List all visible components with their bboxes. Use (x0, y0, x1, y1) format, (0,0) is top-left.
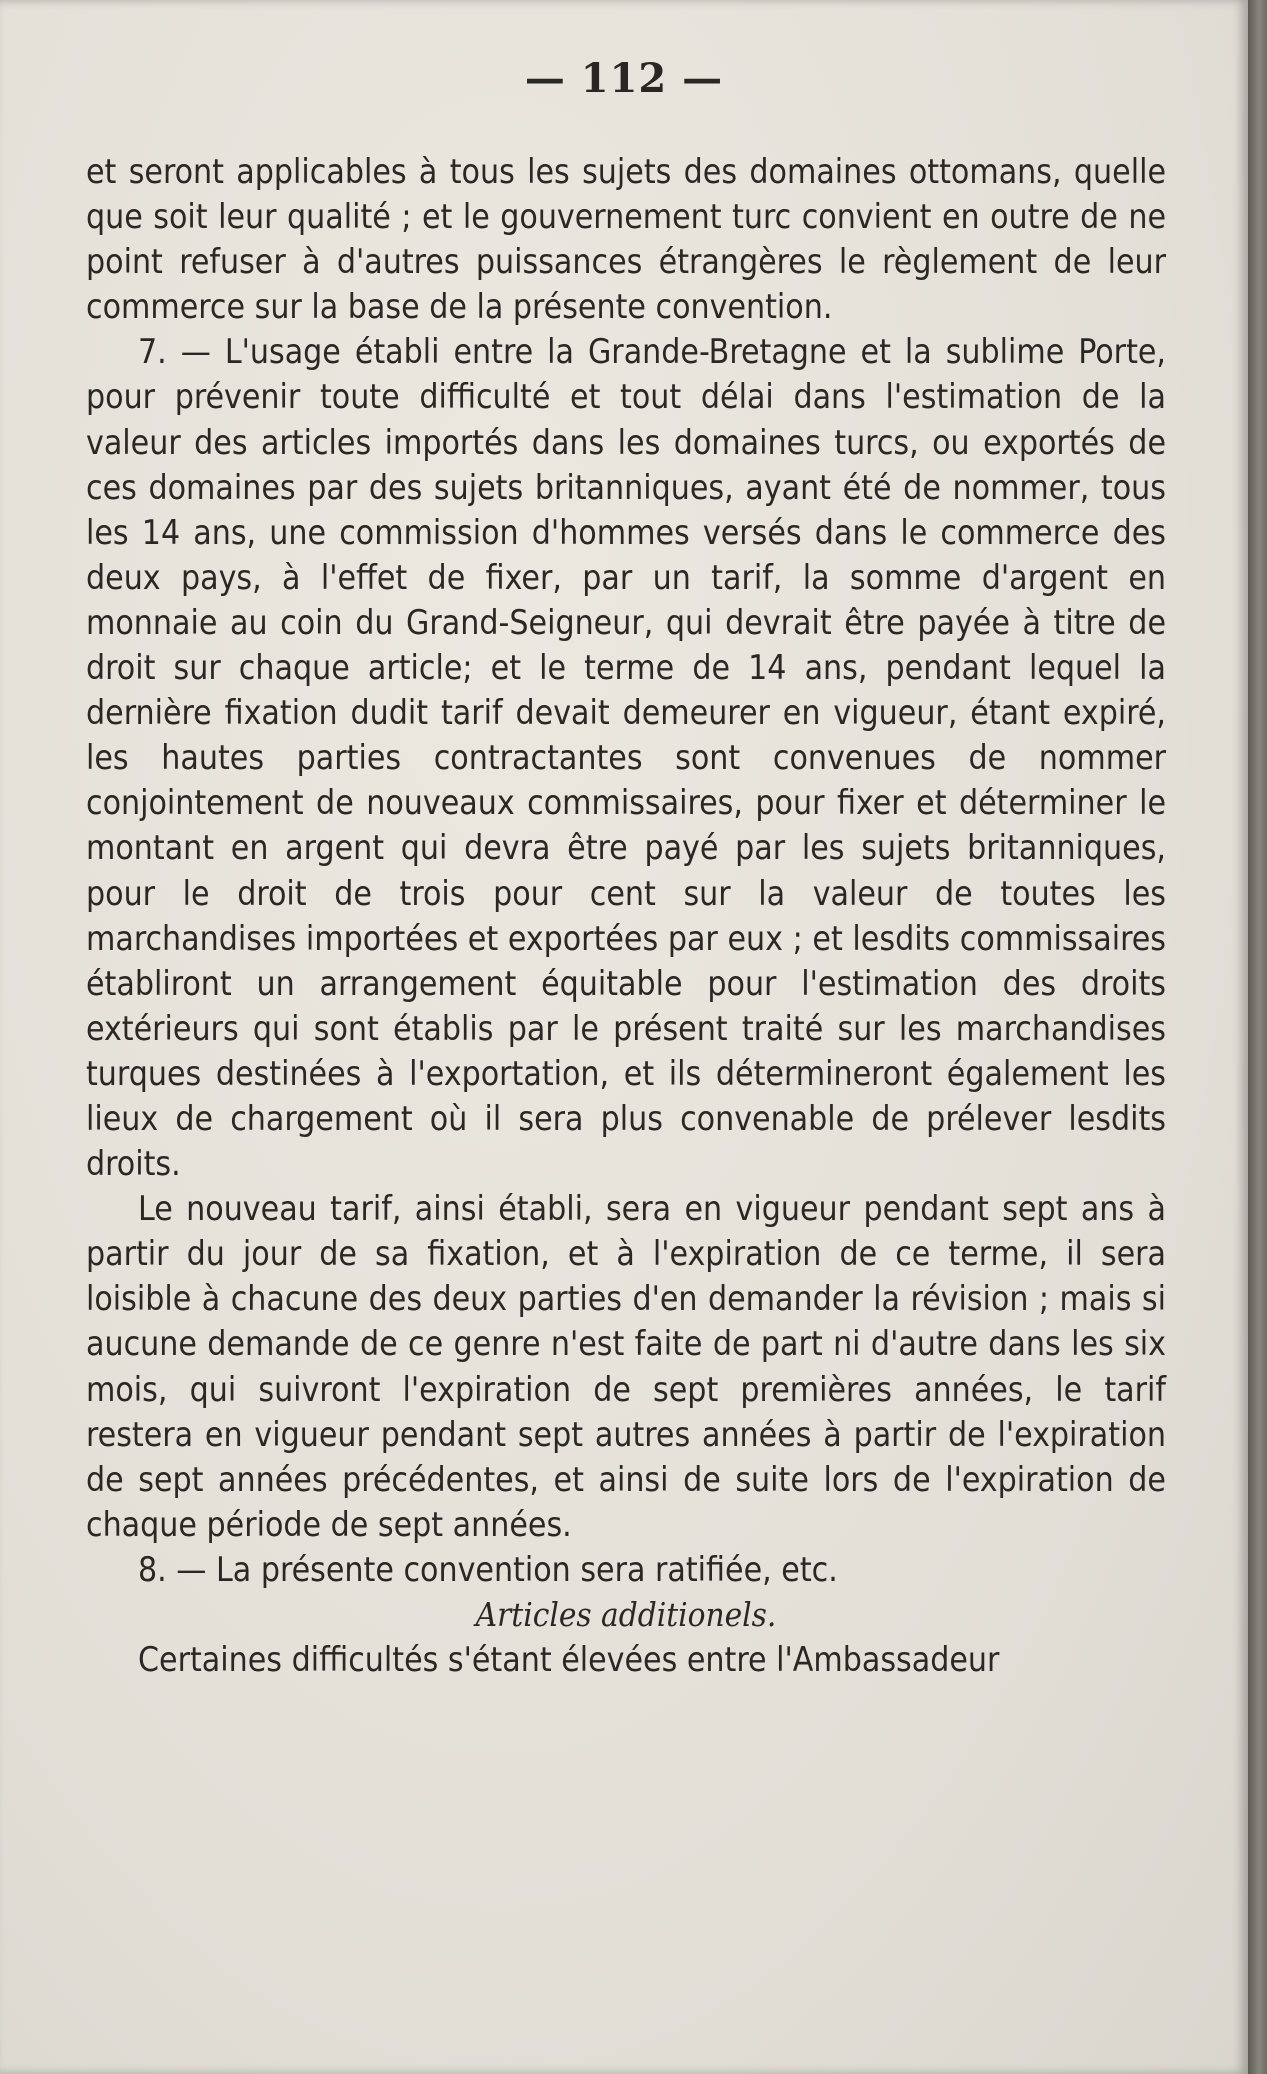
paragraph-article-7: 7. — L'usage établi entre la Grande-Bretagne et la sublime Porte, pour prévenir toute difficulté et tout délai dans l'estimation de la valeur des articles importés dans les domaines turcs, ou exportés de ces domaines par des sujets britanniques, ayant été de nommer, tous les 14 ans, une commission d'hommes versés dans le commerce des deux pays, à l'effet de fixer, par un tarif, la somme d'argent en monnaie au coin du Grand-Seigneur, qui devrait être payée à titre de droit sur chaque article; et le terme de 14 ans, pendant lequel la dernière fixation dudit tarif devait demeurer en vigueur, étant expiré, les hautes parties contractantes sont convenues de nommer conjointement de nouveaux commissaires, pour fixer et déterminer le montant en argent qui devra être payé par les sujets britanniques, pour le droit de trois pour cent sur la valeur de toutes les marchandises importées et exportées par eux ; et lesdits commissaires établiront un arrangement équitable pour l'estimation des droits extérieurs qui sont établis par le présent traité sur les marchandises turques destinées à l'exportation, et ils détermineront également les lieux de chargement où il sera plus convenable de prélever lesdits droits. (86, 332, 1166, 1184)
paragraph-tarif: Le nouveau tarif, ainsi établi, sera en vigueur pendant sept ans à partir du jour de sa fixation, et à l'expiration de ce terme, il sera loisible à chacune des deux parties d'en demander la révision ; mais si aucune demande de ce genre n'est faite de part ni d'autre dans les six mois, qui suivront l'expiration de sept premières années, le tarif restera en vigueur pendant sept autres années à partir de l'expiration de sept années précédentes, et ainsi de suite lors de l'expiration de chaque période de sept années. (86, 1189, 1166, 1544)
page-number: — 112 — (524, 55, 724, 102)
paragraph-continuation: et seront applicables à tous les sujets des domaines ottomans, quelle que soit leur qualité ; et le gouvernement turc convient en outre de ne point refuser à d'autres puissances étrangères le règlement de leur commerce sur la base de la présente convention. (86, 152, 1166, 327)
paragraph-article-8: 8. — La présente convention sera ratifiée, etc. (138, 1549, 838, 1589)
paragraph-final-line: Certaines difficultés s'étant élevées entre l'Ambassadeur (138, 1640, 1000, 1680)
page-edge-shadow (1248, 0, 1267, 2074)
page-body (86, 149, 1166, 1682)
section-heading: Articles additionels. (475, 1595, 777, 1634)
